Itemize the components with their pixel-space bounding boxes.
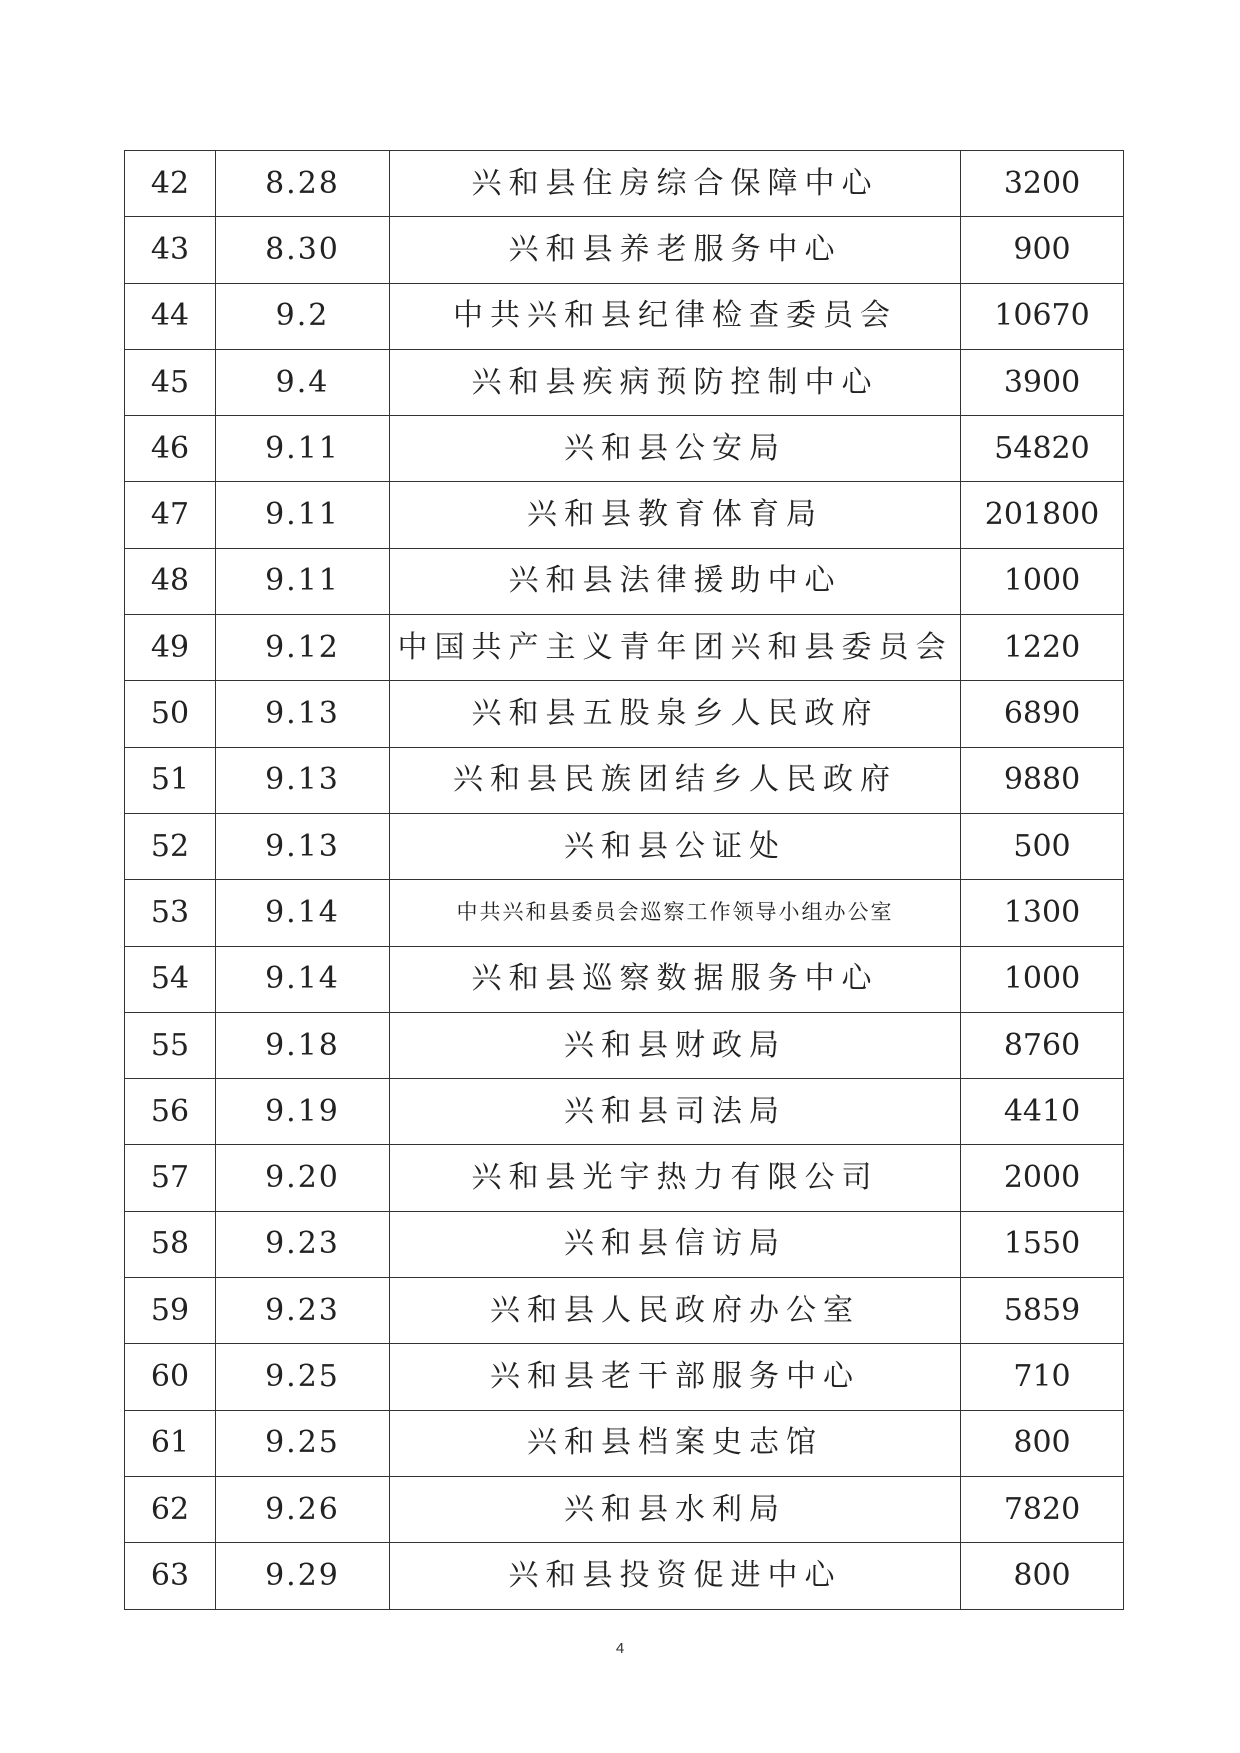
unit-name-cell: 兴和县公安局 xyxy=(390,416,961,482)
amount-cell: 800 xyxy=(961,1410,1124,1476)
amount-cell: 4410 xyxy=(961,1079,1124,1145)
amount-cell: 900 xyxy=(961,217,1124,283)
row-number-cell: 56 xyxy=(125,1079,216,1145)
date-cell: 9.20 xyxy=(216,1145,390,1211)
unit-name-cell: 兴和县巡察数据服务中心 xyxy=(390,946,961,1012)
row-number-cell: 50 xyxy=(125,681,216,747)
table-row xyxy=(125,681,1124,747)
table-row xyxy=(125,813,1124,879)
unit-name-cell: 兴和县人民政府办公室 xyxy=(390,1278,961,1344)
amount-cell: 1550 xyxy=(961,1211,1124,1277)
amount-cell: 3200 xyxy=(961,151,1124,217)
unit-name-cell: 兴和县信访局 xyxy=(390,1211,961,1277)
unit-name-cell: 兴和县档案史志馆 xyxy=(390,1410,961,1476)
amount-cell: 1220 xyxy=(961,615,1124,681)
row-number-cell: 45 xyxy=(125,349,216,415)
date-cell: 9.19 xyxy=(216,1079,390,1145)
unit-name-cell: 中国共产主义青年团兴和县委员会 xyxy=(390,615,961,681)
table-row xyxy=(125,1410,1124,1476)
date-cell: 9.11 xyxy=(216,548,390,614)
date-cell: 9.2 xyxy=(216,283,390,349)
amount-cell: 6890 xyxy=(961,681,1124,747)
date-cell: 9.18 xyxy=(216,1012,390,1078)
date-cell: 9.13 xyxy=(216,681,390,747)
unit-name-cell: 中共兴和县纪律检查委员会 xyxy=(390,283,961,349)
row-number-cell: 59 xyxy=(125,1278,216,1344)
table-body xyxy=(125,151,1124,1610)
row-number-cell: 53 xyxy=(125,880,216,946)
amount-cell: 8760 xyxy=(961,1012,1124,1078)
amount-cell: 500 xyxy=(961,813,1124,879)
table-row xyxy=(125,615,1124,681)
unit-name-cell: 兴和县财政局 xyxy=(390,1012,961,1078)
table-row xyxy=(125,747,1124,813)
unit-name-cell: 兴和县教育体育局 xyxy=(390,482,961,548)
row-number-cell: 43 xyxy=(125,217,216,283)
table-row xyxy=(125,1145,1124,1211)
date-cell: 9.25 xyxy=(216,1410,390,1476)
unit-name-cell: 兴和县投资促进中心 xyxy=(390,1543,961,1609)
unit-name-cell: 兴和县光宇热力有限公司 xyxy=(390,1145,961,1211)
row-number-cell: 57 xyxy=(125,1145,216,1211)
unit-name-cell: 中共兴和县委员会巡察工作领导小组办公室 xyxy=(390,880,961,946)
date-cell: 9.14 xyxy=(216,946,390,1012)
amount-cell: 5859 xyxy=(961,1278,1124,1344)
unit-name-cell: 兴和县五股泉乡人民政府 xyxy=(390,681,961,747)
table-row xyxy=(125,416,1124,482)
table-row xyxy=(125,1344,1124,1410)
date-cell: 9.23 xyxy=(216,1278,390,1344)
table-row xyxy=(125,548,1124,614)
amount-cell: 1000 xyxy=(961,946,1124,1012)
amount-cell: 10670 xyxy=(961,283,1124,349)
date-cell: 8.30 xyxy=(216,217,390,283)
table-row xyxy=(125,1476,1124,1542)
unit-name-cell: 兴和县公证处 xyxy=(390,813,961,879)
date-cell: 9.12 xyxy=(216,615,390,681)
row-number-cell: 55 xyxy=(125,1012,216,1078)
table-row xyxy=(125,217,1124,283)
date-cell: 9.26 xyxy=(216,1476,390,1542)
amount-cell: 7820 xyxy=(961,1476,1124,1542)
table-row xyxy=(125,283,1124,349)
date-cell: 9.11 xyxy=(216,482,390,548)
amount-cell: 1300 xyxy=(961,880,1124,946)
row-number-cell: 51 xyxy=(125,747,216,813)
amount-cell: 9880 xyxy=(961,747,1124,813)
row-number-cell: 49 xyxy=(125,615,216,681)
table-row xyxy=(125,1079,1124,1145)
date-cell: 8.28 xyxy=(216,151,390,217)
row-number-cell: 61 xyxy=(125,1410,216,1476)
row-number-cell: 63 xyxy=(125,1543,216,1609)
date-cell: 9.4 xyxy=(216,349,390,415)
amount-cell: 54820 xyxy=(961,416,1124,482)
date-cell: 9.13 xyxy=(216,813,390,879)
unit-name-cell: 兴和县民族团结乡人民政府 xyxy=(390,747,961,813)
table-row xyxy=(125,349,1124,415)
table-row xyxy=(125,151,1124,217)
table-row xyxy=(125,1543,1124,1609)
row-number-cell: 42 xyxy=(125,151,216,217)
row-number-cell: 48 xyxy=(125,548,216,614)
date-cell: 9.29 xyxy=(216,1543,390,1609)
date-cell: 9.25 xyxy=(216,1344,390,1410)
unit-name-cell: 兴和县疾病预防控制中心 xyxy=(390,349,961,415)
date-cell: 9.11 xyxy=(216,416,390,482)
donation-table xyxy=(124,150,1124,1610)
unit-name-cell: 兴和县养老服务中心 xyxy=(390,217,961,283)
date-cell: 9.23 xyxy=(216,1211,390,1277)
row-number-cell: 62 xyxy=(125,1476,216,1542)
unit-name-cell: 兴和县法律援助中心 xyxy=(390,548,961,614)
row-number-cell: 46 xyxy=(125,416,216,482)
amount-cell: 201800 xyxy=(961,482,1124,548)
page-number: 4 xyxy=(615,1640,625,1657)
row-number-cell: 47 xyxy=(125,482,216,548)
table-row xyxy=(125,880,1124,946)
unit-name-cell: 兴和县司法局 xyxy=(390,1079,961,1145)
amount-cell: 1000 xyxy=(961,548,1124,614)
amount-cell: 2000 xyxy=(961,1145,1124,1211)
row-number-cell: 60 xyxy=(125,1344,216,1410)
row-number-cell: 52 xyxy=(125,813,216,879)
date-cell: 9.14 xyxy=(216,880,390,946)
unit-name-cell: 兴和县水利局 xyxy=(390,1476,961,1542)
table-row xyxy=(125,482,1124,548)
date-cell: 9.13 xyxy=(216,747,390,813)
table-row xyxy=(125,1278,1124,1344)
amount-cell: 800 xyxy=(961,1543,1124,1609)
amount-cell: 3900 xyxy=(961,349,1124,415)
unit-name-cell: 兴和县老干部服务中心 xyxy=(390,1344,961,1410)
table-row xyxy=(125,946,1124,1012)
row-number-cell: 44 xyxy=(125,283,216,349)
row-number-cell: 54 xyxy=(125,946,216,1012)
table-row xyxy=(125,1211,1124,1277)
row-number-cell: 58 xyxy=(125,1211,216,1277)
table-row xyxy=(125,1012,1124,1078)
unit-name-cell: 兴和县住房综合保障中心 xyxy=(390,151,961,217)
amount-cell: 710 xyxy=(961,1344,1124,1410)
